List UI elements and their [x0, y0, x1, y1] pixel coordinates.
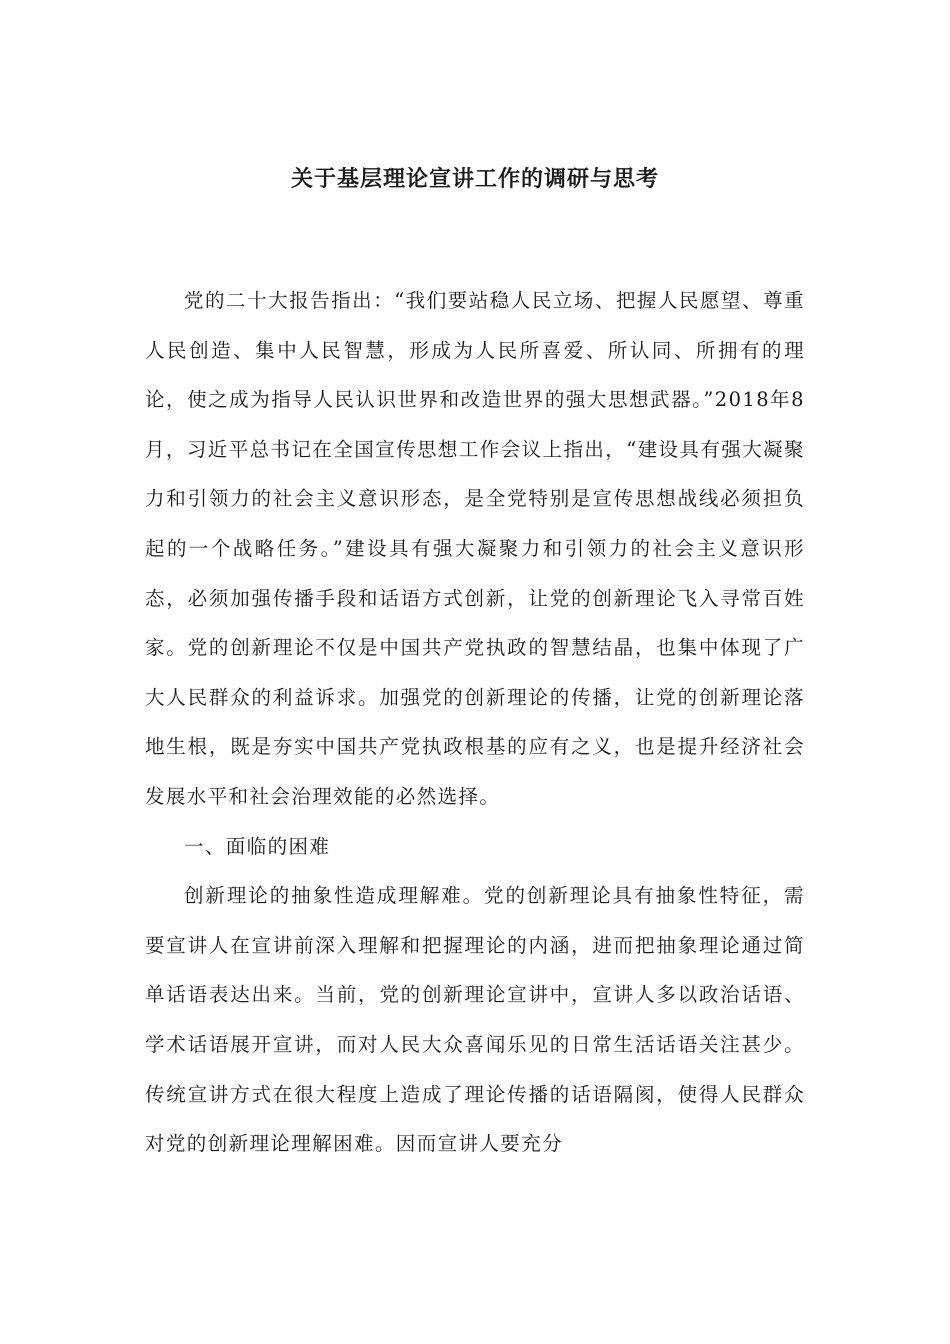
section-heading: 一、面临的困难	[184, 834, 331, 858]
intro-paragraph: 党的二十大报告指出：“我们要站稳人民立场、把握人民愿望、尊重人民创造、集中人民智慧，形成为人民所喜爱、所认同、所拥有的理论，使之成为指导人民认识世界和改造世界的强大思想武器。”2018年8月，习近平总书记在全国宣传思想工作会议上指出，“建设具有强大凝聚力和引领力的社会主义意识形态，是全党特别是宣传思想战线必须担负起的一个战略任务。”建设具有强大凝聚力和引领力的社会主义意识形态，必须加强传播手段和话语方式创新，让党的创新理论飞入寻常百姓家。党的创新理论不仅是中国共产党执政的智慧结晶，也集中体现了广大人民群众的利益诉求。加强党的创新理论的传播，让党的创新理论落地生根，既是夯实中国共产党执政根基的应有之义，也是提升经济社会发展水平和社会治理效能的必然选择。	[145, 289, 805, 808]
document-body	[145, 276, 805, 1169]
document-title: 关于基层理论宣讲工作的调研与思考	[290, 166, 659, 192]
section-paragraph: 创新理论的抽象性造成理解难。党的创新理论具有抽象性特征，需要宣讲人在宣讲前深入理解和把握理论的内涵，进而把抽象理论通过简单话语表达出来。当前，党的创新理论宣讲中，宣讲人多以政治话语、学术话语展开宣讲，而对人民大众喜闻乐见的日常生活话语关注甚少。传统宣讲方式在很大程度上造成了理论传播的话语隔阂，使得人民群众对党的创新理论理解困难。因而宣讲人要充分	[145, 884, 805, 1156]
